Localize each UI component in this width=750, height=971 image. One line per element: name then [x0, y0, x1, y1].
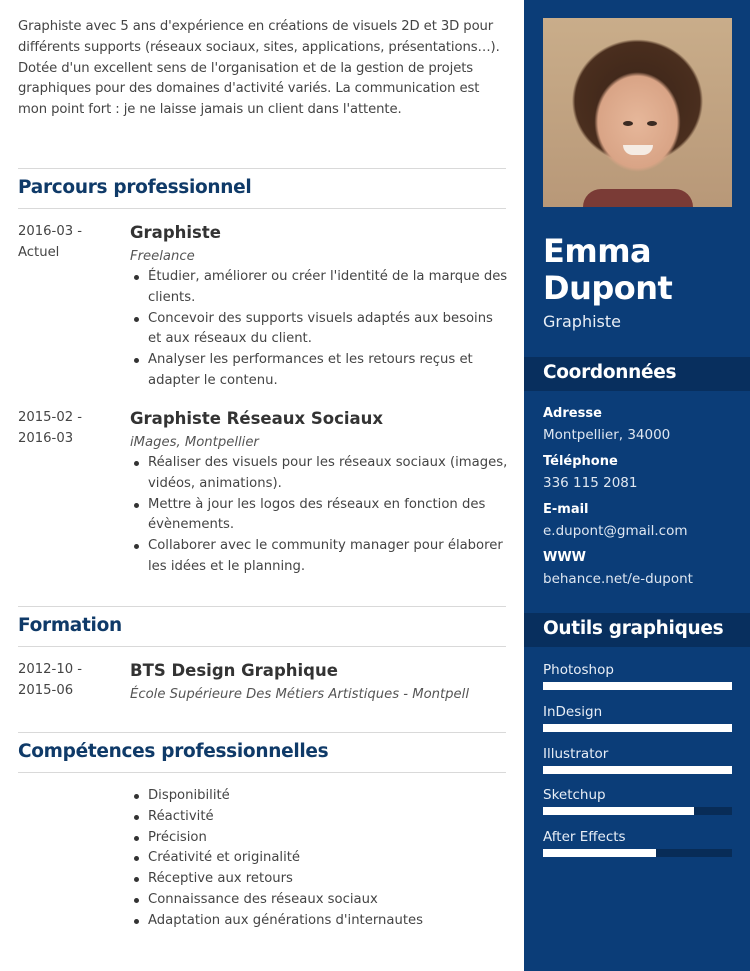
- contact-value[interactable]: behance.net/e-dupont: [543, 571, 693, 587]
- skill-bar-track: [543, 724, 732, 732]
- list-item: Mettre à jour les logos des réseaux en fonction des évènements.: [130, 495, 510, 537]
- profile-summary: Graphiste avec 5 ans d'expérience en créations de visuels 2D et 3D pour différents supports (réseaux sociaux, sites, applications, présentations…). Dotée d'un excellent sens de l'organisation et de la gestion de projets graphiques pour des domaines d'activité variés. La communication est mon point fort : je ne laisse jamais un client dans l'attente.: [18, 19, 500, 118]
- list-item: Collaborer avec le community manager pour élaborer les idées et le planning.: [130, 536, 510, 578]
- responsibilities-list: [130, 453, 510, 578]
- skill-bar-fill: [543, 682, 732, 690]
- tool-name: After Effects: [543, 829, 626, 845]
- candidate-name: [543, 233, 672, 307]
- photo-detail: [623, 145, 653, 155]
- employer: Freelance: [130, 249, 195, 264]
- entry-date: [18, 660, 118, 702]
- skill-bar-track: [543, 766, 732, 774]
- contact-value: Montpellier, 34000: [543, 427, 671, 443]
- photo-detail: [623, 121, 633, 126]
- tool-sketchup: [543, 786, 732, 815]
- list-item: Concevoir des supports visuels adaptés aux besoins et aux réseaux du client.: [130, 309, 510, 351]
- skill-bar-fill: [543, 849, 656, 857]
- contact-value: 336 115 2081: [543, 475, 638, 491]
- entry-date: [18, 408, 118, 450]
- skills-list: [130, 786, 510, 932]
- photo-detail: [647, 121, 657, 126]
- contact-email: [543, 501, 743, 541]
- sidebar: [524, 0, 750, 971]
- list-item: Adaptation aux générations d'internautes: [130, 911, 510, 932]
- degree-title: BTS Design Graphique: [130, 661, 338, 680]
- list-item: Précision: [130, 828, 510, 849]
- section-title: Compétences professionnelles: [18, 741, 329, 762]
- job-title: Graphiste Réseaux Sociaux: [130, 409, 384, 428]
- list-item: Réaliser des visuels pour les réseaux sociaux (images, vidéos, animations).: [130, 453, 510, 495]
- contact-phone: [543, 453, 743, 493]
- section-title: Coordonnées: [543, 362, 677, 383]
- date-start: 2015-02 -: [18, 410, 83, 425]
- skill-bar-track: [543, 849, 732, 857]
- school-name: École Supérieure Des Métiers Artistiques - Montpell: [130, 687, 469, 702]
- contact-label: WWW: [543, 550, 587, 565]
- tool-after-effects: [543, 828, 732, 857]
- candidate-headline: Graphiste: [543, 312, 621, 331]
- list-item: Disponibilité: [130, 786, 510, 807]
- contact-label: E-mail: [543, 502, 589, 517]
- list-item: Réceptive aux retours: [130, 869, 510, 890]
- profile-photo: [543, 18, 732, 207]
- section-education-heading: [18, 606, 506, 647]
- first-name: Emma: [543, 232, 652, 270]
- entry-date: [18, 222, 118, 264]
- date-end: 2016-03: [18, 430, 74, 446]
- skill-bar-fill: [543, 766, 732, 774]
- list-item: Analyser les performances et les retours reçus et adapter le contenu.: [130, 350, 510, 392]
- tool-illustrator: [543, 745, 732, 774]
- contact-address: [543, 405, 743, 445]
- tool-name: Photoshop: [543, 662, 614, 678]
- contact-label: Adresse: [543, 406, 602, 421]
- photo-detail: [583, 189, 693, 207]
- section-title: Parcours professionnel: [18, 177, 252, 198]
- tool-photoshop: [543, 661, 732, 690]
- contact-value[interactable]: e.dupont@gmail.com: [543, 523, 688, 539]
- list-item: Réactivité: [130, 807, 510, 828]
- tool-indesign: [543, 703, 732, 732]
- section-skills-heading: [18, 732, 506, 773]
- skill-bar-fill: [543, 724, 732, 732]
- employer: iMages, Montpellier: [130, 435, 259, 450]
- contact-heading: [524, 357, 750, 391]
- skill-bar-fill: [543, 807, 694, 815]
- skill-bar-track: [543, 682, 732, 690]
- list-item: Étudier, améliorer ou créer l'identité de la marque des clients.: [130, 267, 510, 309]
- skill-bar-track: [543, 807, 732, 815]
- last-name: Dupont: [543, 269, 673, 307]
- tool-name: Illustrator: [543, 746, 609, 762]
- date-start: 2012-10 -: [18, 662, 83, 677]
- section-title: Formation: [18, 615, 122, 636]
- contact-label: Téléphone: [543, 454, 618, 469]
- responsibilities-list: [130, 267, 510, 392]
- section-experience-heading: [18, 168, 506, 209]
- job-title: Graphiste: [130, 223, 221, 242]
- list-item: Créativité et originalité: [130, 848, 510, 869]
- date-end: Actuel: [18, 244, 60, 260]
- tool-name: Sketchup: [543, 787, 606, 803]
- section-title: Outils graphiques: [543, 618, 724, 639]
- tool-name: InDesign: [543, 704, 603, 720]
- tools-heading: [524, 613, 750, 647]
- date-end: 2015-06: [18, 682, 74, 698]
- list-item: Connaissance des réseaux sociaux: [130, 890, 510, 911]
- date-start: 2016-03 -: [18, 224, 83, 239]
- contact-website: [543, 549, 743, 589]
